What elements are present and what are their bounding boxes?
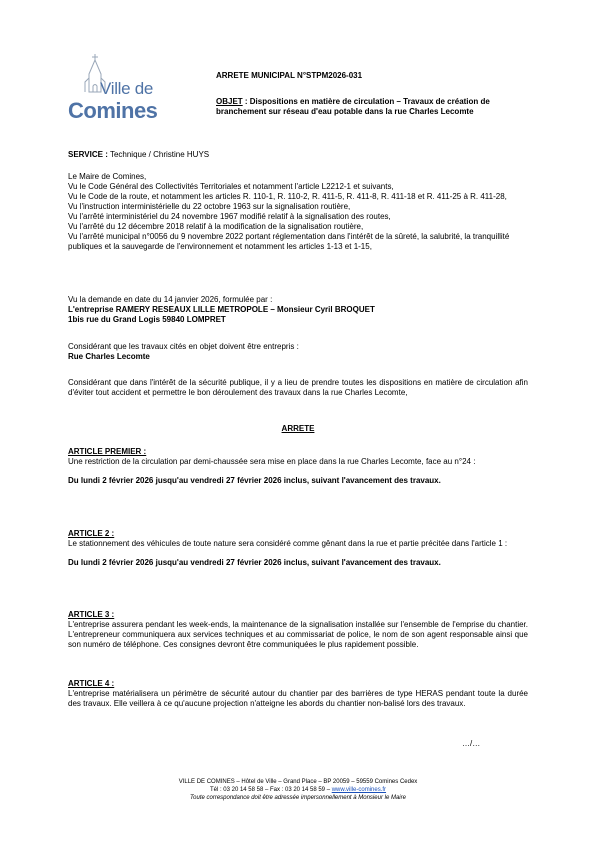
- considering-street: Rue Charles Lecomte: [68, 352, 150, 361]
- visa-line: Vu l'arrêté interministériel du 24 novembre 1967 modifié relatif à la signalisation des routes,: [68, 212, 391, 221]
- decree-subject: [216, 97, 516, 117]
- article-text: Le stationnement des véhicules de toute nature sera considéré comme gênant dans la rue et partie précitée dans l'article 1 :: [68, 539, 508, 548]
- article-text: L'entreprise assurera pendant les week-ends, la maintenance de la signalisation installée sur l'ensemble de l'emprise du chantier. L'entrepreneur communiquera aux services techniques et au commissariat de police, le nom de son agent responsable ainsi que son numéro de téléphone. Ces consignes devront être communiquées le plus rapidement possible.: [68, 620, 528, 649]
- article-dates: Du lundi 2 février 2026 jusqu'au vendredi 27 février 2026 inclus, suivant l'avancement des travaux.: [68, 476, 441, 485]
- footer-website-link[interactable]: www.ville-comines.fr: [331, 787, 387, 794]
- footer-phone-fax: Tél : 03 20 14 58 58 – Fax : 03 20 14 58 59 –: [209, 787, 332, 794]
- article-3: [68, 610, 528, 650]
- request-block: [68, 295, 528, 325]
- visa-line: Le Maire de Comines,: [68, 172, 147, 181]
- considering-block-2: Considérant que dans l'intérêt de la sécurité publique, il y a lieu de prendre toutes les dispositions en matière de circulation afin d'éviter tout accident et permettre le bon déroulement des travaux dans la rue Charles Lecomte,: [68, 378, 528, 397]
- article-title: ARTICLE 4 :: [68, 679, 115, 688]
- article-title: ARTICLE 3 :: [68, 610, 115, 619]
- article-title: ARTICLE 2 :: [68, 529, 115, 538]
- visa-line: Vu l'instruction interministérielle du 22 octobre 1963 sur la signalisation routière,: [68, 202, 351, 211]
- considering-text: Considérant que les travaux cités en objet doivent être entrepris :: [68, 342, 299, 351]
- logo-text-ville: Ville de: [100, 79, 154, 98]
- footer-note: Toute correspondance doit être adressée impersonnellement à Monsieur le Maire: [190, 795, 406, 802]
- page-footer: [68, 778, 528, 802]
- article-text: Une restriction de la circulation par demi-chaussée sera mise en place dans la rue Charles Lecomte, face au n°24 :: [68, 457, 476, 466]
- service-label: SERVICE :: [68, 150, 108, 159]
- visa-line: Vu le Code de la route, et notamment les articles R. 110-1, R. 110-2, R. 411-5, R. 411-8, R. 411-18 et R. 411-25 à R. 411-28,: [68, 192, 507, 201]
- footer-contact: [68, 786, 528, 794]
- continued-marker: …/…: [462, 739, 481, 748]
- logo-text-comines: Comines: [68, 98, 158, 123]
- footer-address: VILLE DE COMINES – Hôtel de Ville – Grand Place – BP 20059 – 59559 Comines Cedex: [178, 779, 418, 785]
- visa-line: Vu le Code Général des Collectivités Territoriales et notamment l'article L2212-1 et suivants,: [68, 182, 394, 191]
- subject-label: OBJET: [216, 97, 243, 106]
- request-line: Vu la demande en date du 14 janvier 2026, formulée par :: [68, 295, 273, 304]
- visa-line: Vu l'arrêté du 12 décembre 2018 relatif à la modification de la signalisation routière,: [68, 222, 364, 231]
- decree-title: ARRETE MUNICIPAL N°STPM2026-031: [216, 71, 363, 80]
- article-text: L'entreprise matérialisera un périmètre de sécurité autour du chantier par des barrières de type HERAS pendant toute la durée des travaux. Elle veillera à ce qu'aucune projection n'atteigne les abords du chantier non-balisé lors des travaux.: [68, 689, 528, 708]
- city-logo: [68, 52, 178, 132]
- considering-block-1: [68, 342, 528, 362]
- request-address: 1bis rue du Grand Logis 59840 LOMPRET: [68, 315, 226, 324]
- visas-block: [68, 172, 528, 252]
- article-4: [68, 679, 528, 709]
- article-1: [68, 447, 528, 486]
- article-dates: Du lundi 2 février 2026 jusqu'au vendredi 27 février 2026 inclus, suivant l'avancement des travaux.: [68, 558, 441, 567]
- article-2: [68, 529, 528, 568]
- request-company: L'entreprise RAMERY RESEAUX LILLE METROPOLE – Monsieur Cyril BROQUET: [68, 305, 375, 314]
- subject-text: : Dispositions en matière de circulation – Travaux de création de branchement sur réseau d'eau potable dans la rue Charles Lecomte: [216, 97, 490, 116]
- visa-line: Vu l'arrêté municipal n°0056 du 9 novembre 2022 portant réglementation dans l'intérêt de la sûreté, la salubrité, la tranquillité publiques et la sauvegarde de l'environnement et notamment les articles 1-13 et 1-15,: [68, 232, 510, 251]
- article-title: ARTICLE PREMIER :: [68, 447, 147, 456]
- service-line: [68, 150, 528, 160]
- decree-heading: ARRETE: [281, 424, 315, 433]
- service-value: Technique / Christine HUYS: [107, 150, 210, 159]
